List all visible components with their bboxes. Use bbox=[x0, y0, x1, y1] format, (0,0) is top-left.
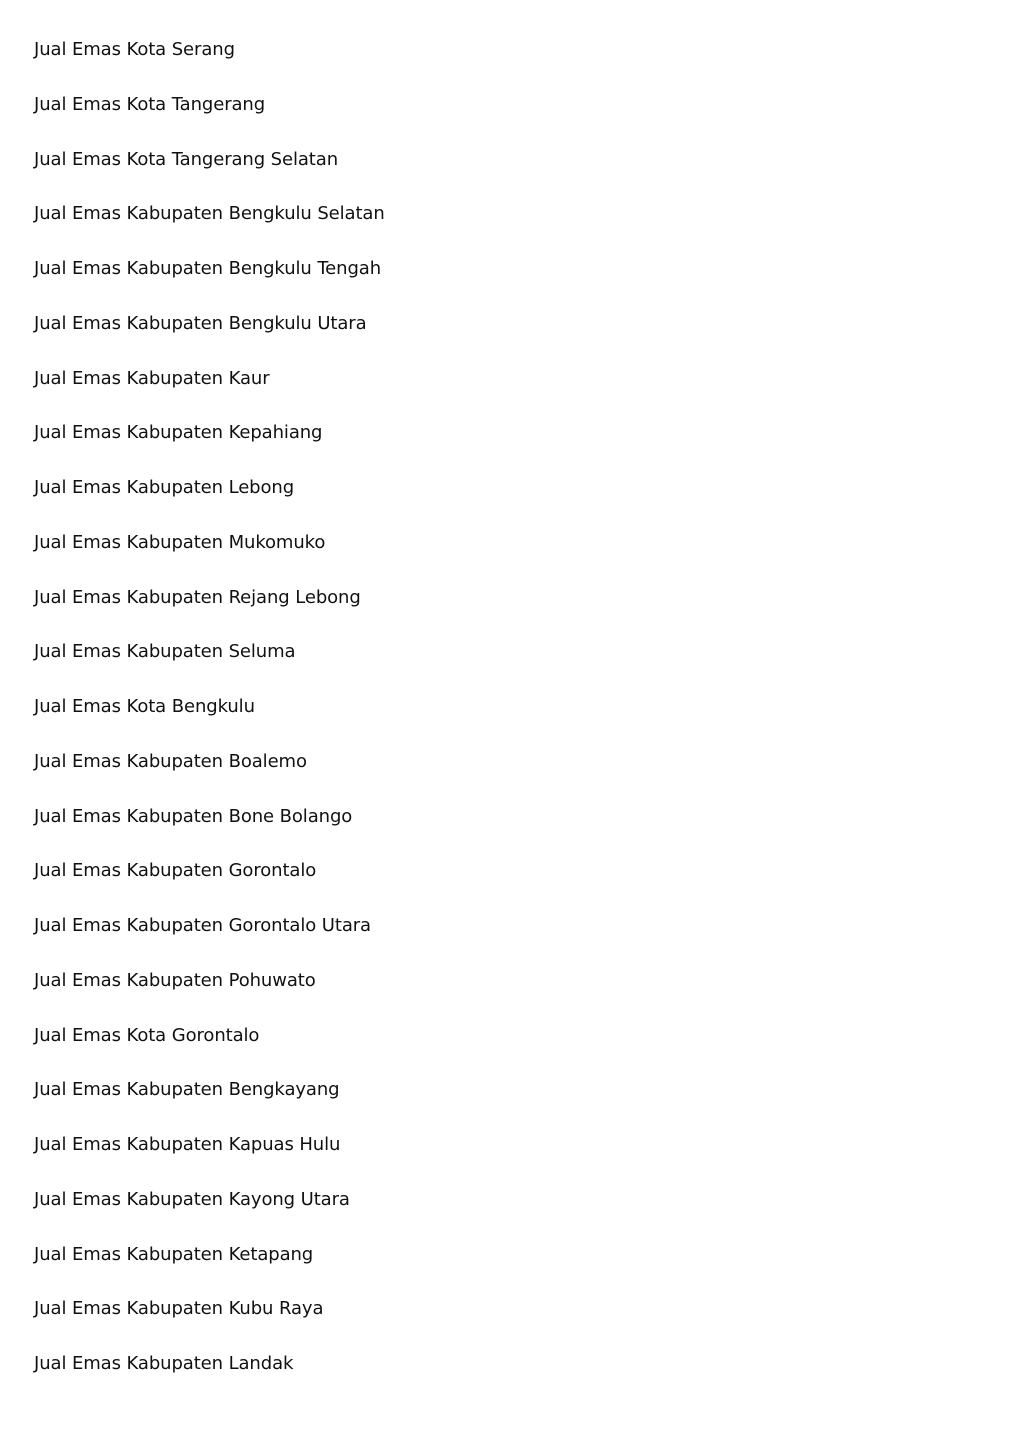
link-kabupaten-landak[interactable]: Jual Emas Kabupaten Landak bbox=[34, 1353, 294, 1374]
link-kabupaten-gorontalo-utara[interactable]: Jual Emas Kabupaten Gorontalo Utara bbox=[34, 915, 371, 936]
list-item bbox=[34, 309, 385, 364]
location-link-list bbox=[34, 35, 385, 1404]
link-kabupaten-kayong-utara[interactable]: Jual Emas Kabupaten Kayong Utara bbox=[34, 1188, 350, 1210]
link-kabupaten-kaur[interactable]: Jual Emas Kabupaten Kaur bbox=[34, 367, 270, 389]
list-item bbox=[34, 364, 385, 419]
link-kabupaten-kepahiang[interactable]: Jual Emas Kabupaten Kepahiang bbox=[34, 422, 323, 444]
link-kabupaten-bengkulu-tengah[interactable]: Jual Emas Kabupaten Bengkulu Tengah bbox=[34, 258, 382, 279]
link-kabupaten-bengkulu-utara[interactable]: Jual Emas Kabupaten Bengkulu Utara bbox=[34, 312, 367, 334]
list-item bbox=[34, 254, 385, 309]
link-kota-bengkulu[interactable]: Jual Emas Kota Bengkulu bbox=[34, 696, 255, 717]
list-item bbox=[34, 802, 385, 857]
link-kabupaten-bengkulu-selatan[interactable]: Jual Emas Kabupaten Bengkulu Selatan bbox=[34, 203, 385, 225]
list-item bbox=[34, 145, 385, 200]
list-item bbox=[34, 1130, 385, 1185]
link-kabupaten-bone-bolango[interactable]: Jual Emas Kabupaten Bone Bolango bbox=[34, 805, 353, 827]
list-item bbox=[34, 1349, 385, 1404]
link-kabupaten-gorontalo[interactable]: Jual Emas Kabupaten Gorontalo bbox=[34, 860, 317, 882]
list-item bbox=[34, 418, 385, 473]
list-item bbox=[34, 637, 385, 692]
list-item bbox=[34, 1185, 385, 1240]
link-kabupaten-mukomuko[interactable]: Jual Emas Kabupaten Mukomuko bbox=[34, 531, 326, 553]
link-kabupaten-ketapang[interactable]: Jual Emas Kabupaten Ketapang bbox=[34, 1243, 314, 1265]
list-item bbox=[34, 856, 385, 911]
list-item bbox=[34, 692, 385, 747]
link-kota-serang[interactable]: Jual Emas Kota Serang bbox=[34, 39, 235, 60]
list-item bbox=[34, 1021, 385, 1076]
link-kabupaten-bengkayang[interactable]: Jual Emas Kabupaten Bengkayang bbox=[34, 1079, 340, 1101]
link-kota-tangerang-selatan[interactable]: Jual Emas Kota Tangerang Selatan bbox=[34, 148, 339, 170]
link-kabupaten-kapuas-hulu[interactable]: Jual Emas Kabupaten Kapuas Hulu bbox=[34, 1134, 341, 1155]
list-item bbox=[34, 528, 385, 583]
list-item bbox=[34, 747, 385, 802]
list-item bbox=[34, 911, 385, 966]
list-item bbox=[34, 35, 385, 90]
link-kota-tangerang[interactable]: Jual Emas Kota Tangerang bbox=[34, 93, 266, 115]
link-kabupaten-kubu-raya[interactable]: Jual Emas Kabupaten Kubu Raya bbox=[34, 1298, 324, 1320]
list-item bbox=[34, 473, 385, 528]
list-item bbox=[34, 1240, 385, 1295]
link-kabupaten-seluma[interactable]: Jual Emas Kabupaten Seluma bbox=[34, 641, 296, 663]
link-kabupaten-pohuwato[interactable]: Jual Emas Kabupaten Pohuwato bbox=[34, 969, 316, 991]
list-item bbox=[34, 583, 385, 638]
link-kabupaten-rejang-lebong[interactable]: Jual Emas Kabupaten Rejang Lebong bbox=[34, 586, 361, 608]
link-kabupaten-lebong[interactable]: Jual Emas Kabupaten Lebong bbox=[34, 477, 295, 498]
list-item bbox=[34, 966, 385, 1021]
list-item bbox=[34, 90, 385, 145]
list-item bbox=[34, 199, 385, 254]
link-kabupaten-boalemo[interactable]: Jual Emas Kabupaten Boalemo bbox=[34, 750, 307, 772]
link-kota-gorontalo[interactable]: Jual Emas Kota Gorontalo bbox=[34, 1024, 260, 1046]
list-item bbox=[34, 1294, 385, 1349]
list-item bbox=[34, 1075, 385, 1130]
